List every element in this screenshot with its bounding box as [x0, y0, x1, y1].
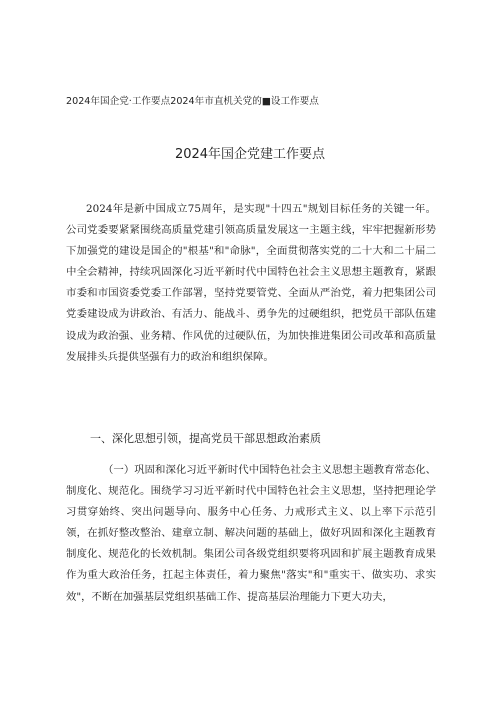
section-paragraph-text: （一）巩固和深化习近平新时代中国特色社会主义思想主题教育常态化、制度化、规范化。围绕学习习近平新时代中国特色社会主义思想，坚持把理论学习贯穿始终、突出问题导向、服务中心任务、力戒形式主义、以上率下示范引领，在抓好整改整治、建章立制、解决问题的基础上，做好巩固和深化主题教育制度化、规范化的长效机制。集团公司各级党组织要将巩固和扩展主题教育成果作为重大政治任务，扛起主体责任，着力聚焦"落实"和"重实干、做实功、求实效"，不断在加强基层党组织基础工作、提高基层治理能力下更大功夫， — [66, 464, 436, 603]
section-heading: 一、深化思想引领，提高党员干部思想政治素质 — [90, 432, 321, 445]
intro-paragraph — [66, 199, 436, 368]
intro-paragraph-text: 2024年是新中国成立75周年，是实现"十四五"规划目标任务的关键一年。公司党委要紧紧围绕高质量党建引领高质量发展这一主题主线，牢牢把握新形势下加强党的建设是国企的"根基"和"命脉"，全面贯彻落实党的二十大和二十届二中全会精神，持续巩固深化习近平新时代中国特色社会主义思想主题教育，紧跟市委和市国资委党委工作部署，坚持党要管党、全面从严治党，着力把集团公司党委建设成为讲政治、有活力、能战斗、勇争先的过硬组织，把党员干部队伍建设成为政治强、业务精、作风优的过硬队伍，为加快推进集团公司改革和高质量发展排头兵提供坚强有力的政治和组织保障。 — [66, 203, 436, 363]
document-header-line: 2024年国企党·工作要点2024年市直机关党的■设工作要点 — [66, 96, 319, 107]
section-paragraph — [66, 460, 436, 608]
document-title: 2024年国企党建工作要点 — [174, 147, 326, 162]
